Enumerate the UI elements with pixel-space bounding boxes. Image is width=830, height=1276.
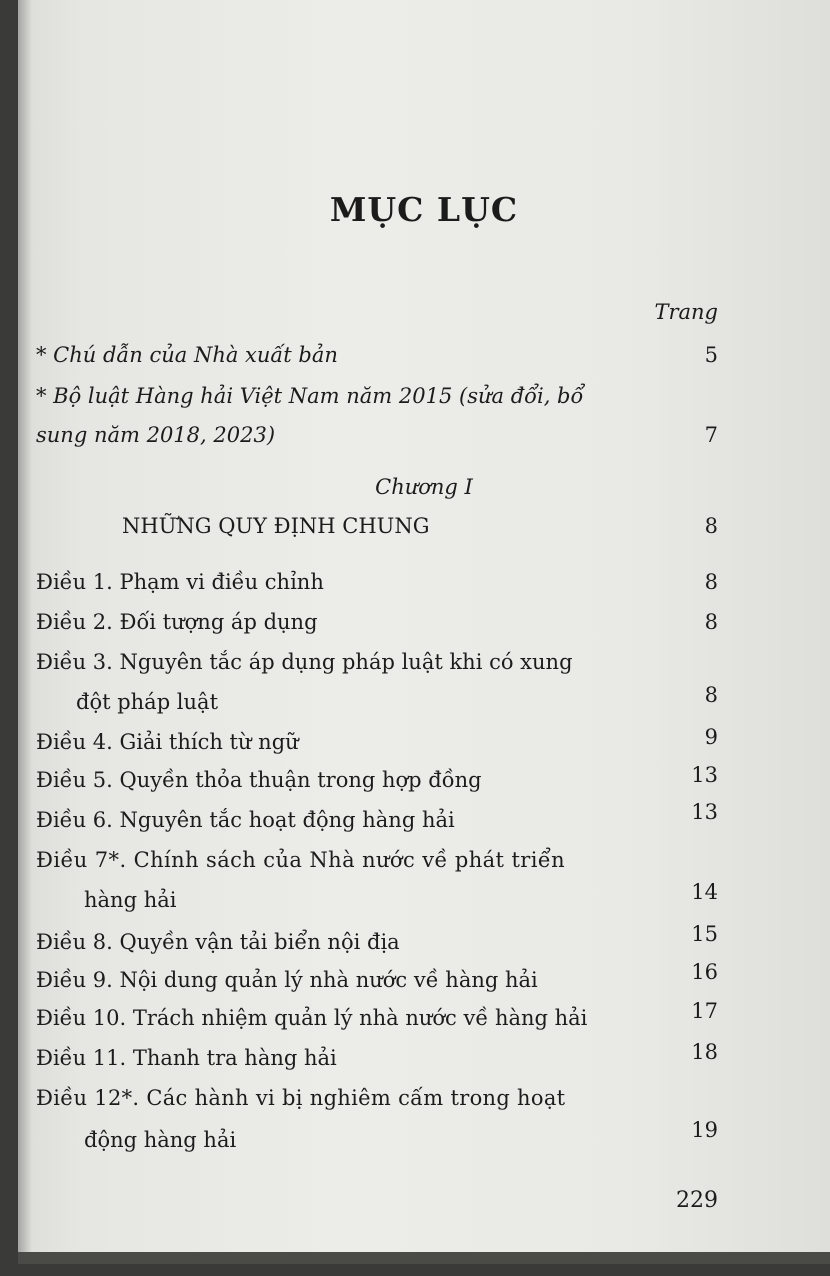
footer-page-number: 229 <box>676 1188 718 1213</box>
toc-page-number: 15 <box>691 922 718 946</box>
toc-entry: Điều 5. Quyền thỏa thuận trong hợp đồng <box>36 768 482 792</box>
toc-page-number: 17 <box>691 999 718 1023</box>
toc-entry: Điều 7*. Chính sách của Nhà nước về phát triển <box>36 848 566 872</box>
toc-entry: Điều 9. Nội dung quản lý nhà nước về hàng hải <box>36 968 538 992</box>
toc-entry: Điều 11. Thanh tra hàng hải <box>36 1046 337 1070</box>
toc-entry: Điều 3. Nguyên tắc áp dụng pháp luật khi có xung <box>36 650 573 674</box>
toc-page-number: 9 <box>704 725 718 749</box>
toc-page-number: 14 <box>691 880 718 904</box>
toc-entry-continuation: hàng hải <box>84 888 177 912</box>
toc-page-number: 13 <box>691 800 718 824</box>
toc-entry-code-title-line1: * Bộ luật Hàng hải Việt Nam năm 2015 (sửa đổi, bổ <box>36 384 584 408</box>
toc-entry-continuation: động hàng hải <box>84 1128 237 1152</box>
toc-page-number: 13 <box>691 763 718 787</box>
toc-entry-code-title-line2: sung năm 2018, 2023) <box>36 423 276 447</box>
book-page <box>18 0 830 1264</box>
page-column-header: Trang <box>654 300 718 324</box>
chapter-label: Chương I <box>375 475 473 499</box>
chapter-title: NHỮNG QUY ĐỊNH CHUNG <box>122 514 430 538</box>
toc-page-number: 5 <box>704 343 718 367</box>
toc-page-number: 8 <box>704 570 718 594</box>
toc-page-number: 8 <box>704 610 718 634</box>
toc-entry: Điều 2. Đối tượng áp dụng <box>36 610 318 634</box>
toc-page-number: 8 <box>704 683 718 707</box>
toc-page-number: 16 <box>691 960 718 984</box>
page-bottom-edge <box>18 1252 830 1264</box>
toc-page-number: 8 <box>704 514 718 538</box>
toc-entry: Điều 10. Trách nhiệm quản lý nhà nước về hàng hải <box>36 1006 588 1030</box>
toc-entry-continuation: đột pháp luật <box>76 690 219 714</box>
toc-page-number: 19 <box>691 1118 718 1142</box>
toc-page-number: 7 <box>704 423 718 447</box>
page-title: MỤC LỤC <box>329 190 519 229</box>
toc-entry-publisher-note: * Chú dẫn của Nhà xuất bản <box>36 343 338 367</box>
toc-entry: Điều 8. Quyền vận tải biển nội địa <box>36 930 400 954</box>
toc-entry: Điều 1. Phạm vi điều chỉnh <box>36 570 324 594</box>
toc-entry: Điều 6. Nguyên tắc hoạt động hàng hải <box>36 808 455 832</box>
toc-entry: Điều 12*. Các hành vi bị nghiêm cấm trong hoạt <box>36 1086 566 1110</box>
toc-page-number: 18 <box>691 1040 718 1064</box>
toc-entry: Điều 4. Giải thích từ ngữ <box>36 730 299 754</box>
